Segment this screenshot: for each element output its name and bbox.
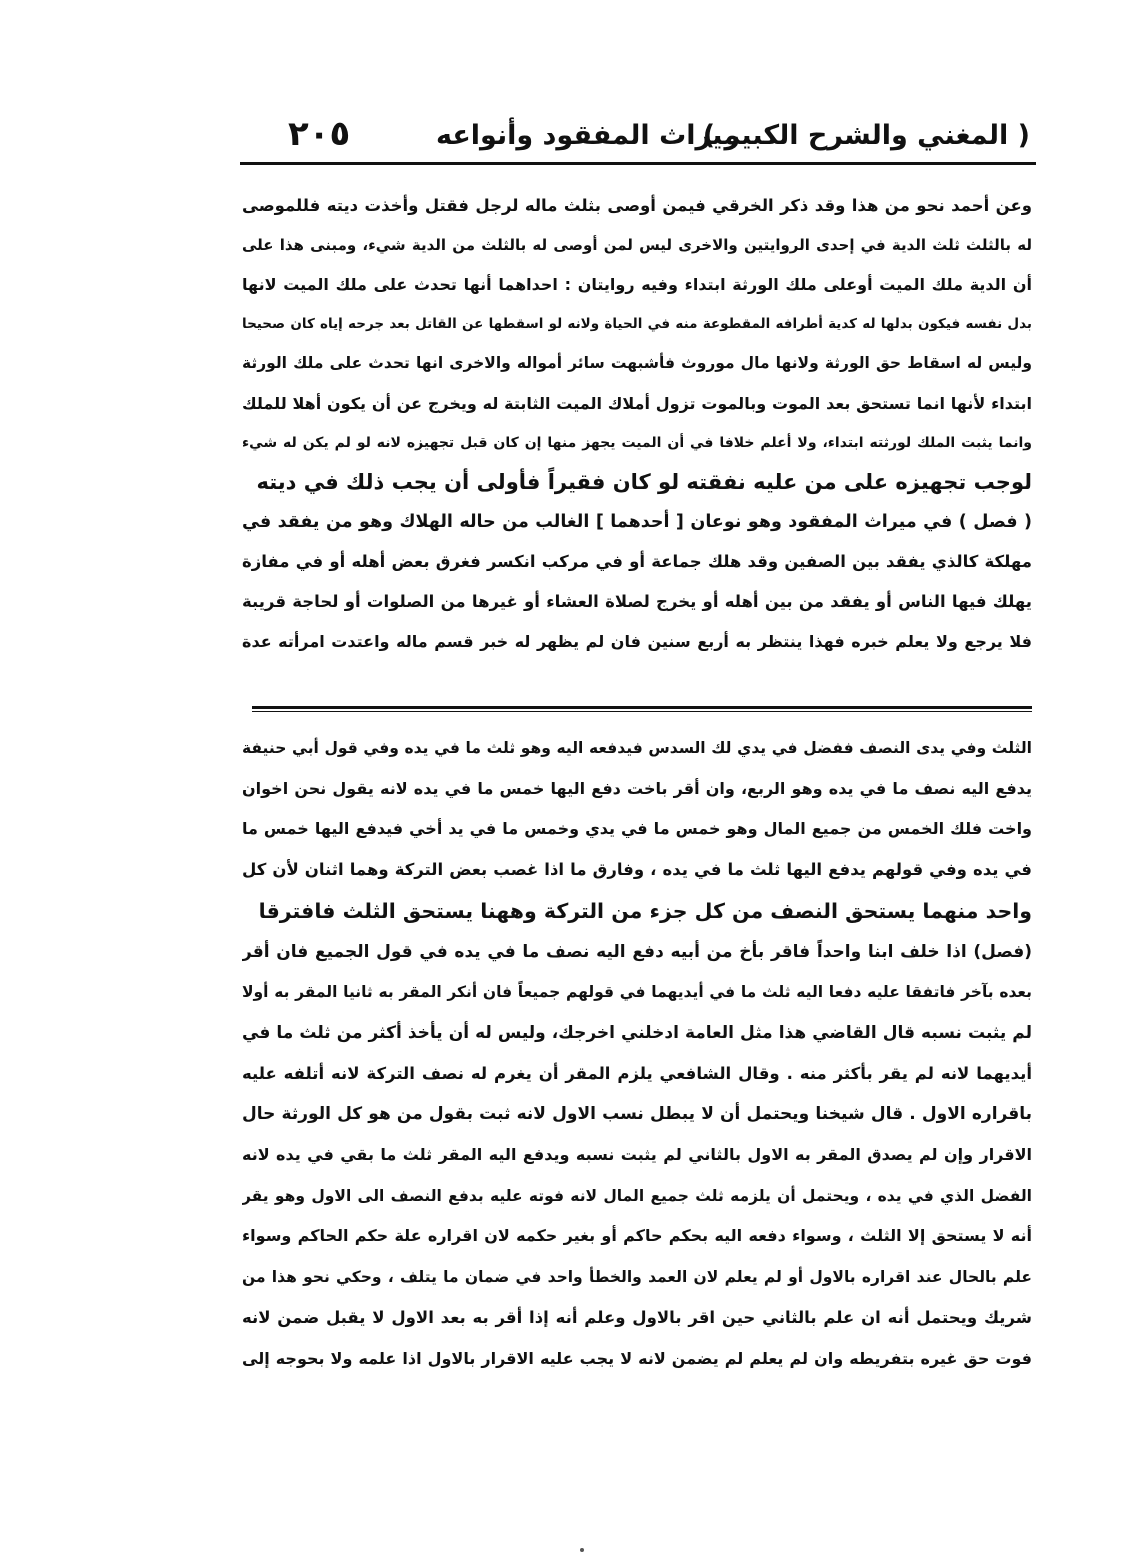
commentary-line: واحد منهما يستحق النصف من كل جزء من التركة وههنا يستحق الثلث فافترقا [258, 898, 1032, 923]
main-line: ابتداء لأنها انما تستحق بعد الموت وبالموت تزول أملاك الميت الثابتة له ويخرج عن أن يكون أهلا للملك [242, 393, 1032, 413]
main-line: أن الدية ملك الميت أوعلى ملك الورثة ابتداء وفيه روايتان : احداهما أنها تحدث على ملك الميت لانها [242, 275, 1032, 295]
commentary-line: الفضل الذي في يده ، ويحتمل أن يلزمه ثلث جميع المال لانه فوته عليه بدفع النصف الى الاول وهو يقر [242, 1186, 1032, 1205]
main-line: له بالثلث ثلث الدية في إحدى الروايتين والاخرى ليس لمن أوصى له بالثلث من الدية شيء، ومبنى هذا على [242, 235, 1032, 254]
main-line: وعن أحمد نحو من هذا وقد ذكر الخرقي فيمن أوصى بثلث ماله لرجل فقتل وأخذت ديته فللموصى [242, 196, 1032, 215]
commentary-line: الثلث وفي يدى النصف ففضل في يدي لك السدس فيدفعه اليه وهو ثلث ما في يده وفي قول أبي حنيفة [242, 739, 1032, 757]
main-line: ( فصل ) في ميراث المفقود وهو نوعان [ أحدهما ] الغالب من حاله الهلاك وهو من يفقد في [242, 511, 1032, 532]
main-line: فلا يرجع ولا يعلم خبره فهذا ينتظر به أربع سنين فان لم يظهر له خبر قسم ماله واعتدت امرأته عدة [242, 631, 1032, 651]
main-line: لوجب تجهيزه على من عليه نفقته لو كان فقيراً فأولى أن يجب ذلك في ديته [256, 470, 1032, 495]
chapter-title: ميراث المفقود وأنواعه [435, 120, 740, 151]
commentary-line: واخت فلك الخمس من جميع المال وهو خمس ما في يدي وخمس ما في يد أخي فيدفع اليها خمس ما [242, 819, 1032, 839]
section-divider-thick [252, 706, 1032, 709]
running-header [240, 112, 1030, 162]
commentary-text-block [242, 728, 1032, 1379]
main-line: وانما يثبت الملك لورثته ابتداء، ولا أعلم خلافا في أن الميت يجهز منها إن كان قبل تجهيزه لانه لو لم يكن له شيء [242, 434, 1032, 451]
page-number: ٢٠٥ [288, 114, 351, 154]
scan-speck [580, 1548, 584, 1552]
commentary-line: أيديهما لانه لم يقر بأكثر منه . وقال الشافعي يلزم المقر أن يغرم له نصف التركة لانه أتلفه عليه [242, 1063, 1032, 1083]
commentary-line: باقراره الاول . قال شيخنا ويحتمل أن لا يبطل نسب الاول لانه ثبت بقول من هو كل الورثة حال [242, 1104, 1032, 1125]
commentary-line: يدفع اليه نصف ما في يده وهو الربع، وان أقر باخت دفع اليها خمس ما في يده لانه يقول نحن اخوان [242, 778, 1032, 798]
commentary-line: أنه لا يستحق إلا الثلث ، وسواء دفعه اليه بحكم حاكم أو بغير حكمه لان اقراره علة حكم الحاكم وسواء [242, 1226, 1032, 1246]
main-line: بدل نفسه فيكون بدلها له كدية أطرافه المقطوعة منه في الحياة ولانه لو اسقطها عن القاتل بعد جرحه إياه كان صحيحا [242, 315, 1032, 332]
commentary-line: (فصل) اذا خلف ابنا واحداً فاقر بأخ من أبيه دفع اليه نصف ما في يده في قول الجميع فان أقر [242, 941, 1032, 962]
section-divider-thin [252, 711, 1032, 712]
main-line: يهلك فيها الناس أو يفقد من بين أهله أو يخرج لصلاة العشاء أو غيرها من الصلوات أو لحاجة قريبة [242, 591, 1032, 611]
commentary-line: في يده وفي قولهم يدفع اليها ثلث ما في يده ، وفارق ما اذا غصب بعض التركة وهما اثنان لأن كل [242, 860, 1032, 880]
main-line: مهلكة كالذي يفقد بين الصفين وقد هلك جماعة أو في مركب انكسر فغرق بعض أهله أو في مفازة [242, 552, 1032, 572]
commentary-line: فوت حق غيره بتفريطه وان لم يعلم لم يضمن لانه لا يجب عليه الاقرار بالاول اذا علمه ولا بحوجه إلى [242, 1348, 1032, 1368]
commentary-line: الاقرار وإن لم يصدق المقر به الاول بالثاني لم يثبت نسبه ويدفع اليه المقر ثلث ما بقي في يده لانه [242, 1145, 1032, 1165]
main-text-block [242, 186, 1032, 661]
header-rule [240, 162, 1036, 165]
main-line: وليس له اسقاط حق الورثة ولانها مال موروث فأشبهت سائر أمواله والاخرى انها تحدث على ملك الورثة [242, 354, 1032, 373]
commentary-line: بعده بآخر فاتفقا عليه دفعا اليه ثلث ما في أيديهما في قولهم جميعاً فان أنكر المقر به ثانيا المقر به أولا [242, 983, 1032, 1002]
commentary-line: شريك ويحتمل أنه ان علم بالثاني حين اقر بالاول وعلم أنه إذا أقر به بعد الاول لا يقبل ضمن لانه [242, 1307, 1032, 1327]
commentary-line: لم يثبت نسبه قال القاضي هذا مثل العامة ادخلني اخرجك، وليس له أن يأخذ أكثر من ثلث ما في [242, 1022, 1032, 1043]
commentary-line: علم بالحال عند اقراره بالاول أو لم يعلم لان العمد والخطأ واحد في ضمان ما يتلف ، وحكي نحو هذا من [242, 1268, 1032, 1287]
book-title: ( المغني والشرح الكبير ) [702, 120, 1030, 151]
